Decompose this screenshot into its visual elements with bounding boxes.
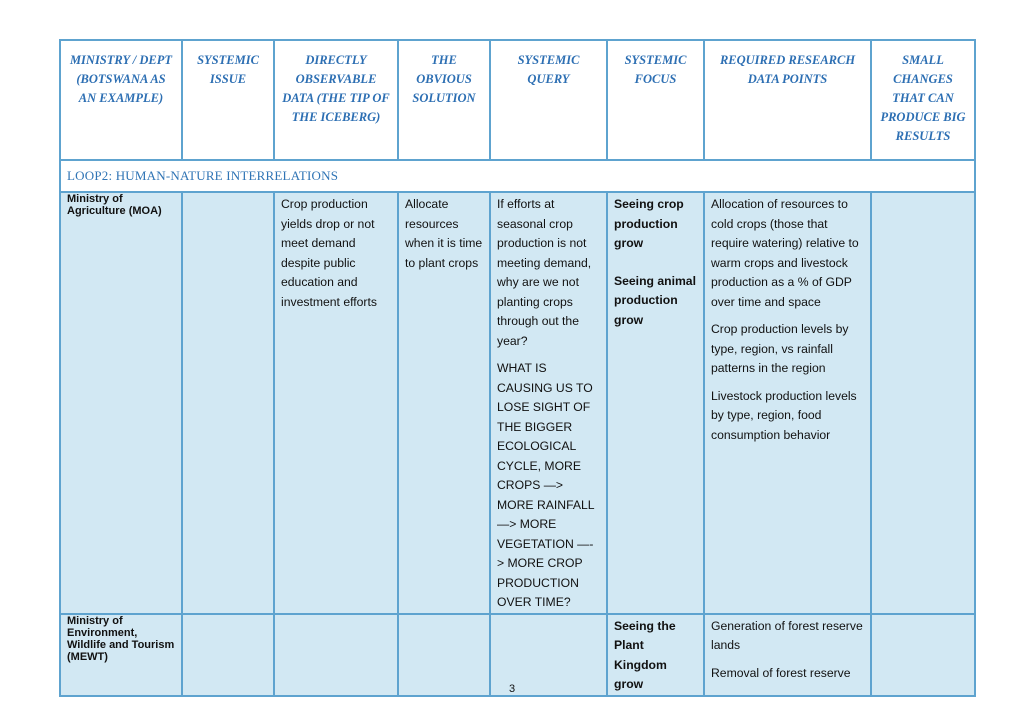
header-research-data: REQUIRED RESEARCH DATA POINTS: [704, 40, 871, 160]
header-small-changes: SMALL CHANGES THAT CAN PRODUCE BIG RESULTS: [871, 40, 975, 160]
page-number: 3: [508, 683, 516, 695]
loop-row: [60, 160, 975, 192]
header-systemic-query: SYSTEMIC QUERY: [490, 40, 607, 160]
research-text: Generation of forest reserve lands: [711, 618, 863, 652]
research-text: Crop production levels by type, region, vs rainfall patterns in the region: [711, 322, 849, 375]
query-question: WHAT IS CAUSING US TO LOSE SIGHT OF THE BIGGER ECOLOGICAL CYCLE, MORE CROPS —> MORE RAINFALL —> MORE VEGETATION —-> MORE CROP PRODUCTION OVER TIME?: [497, 361, 595, 609]
header-systemic-issue: SYSTEMIC ISSUE: [182, 40, 274, 160]
focus-text: Seeing crop production grow: [614, 197, 684, 250]
ministry-cell: Ministry of Environment, Wildlife and Tourism (MEWT): [60, 614, 182, 696]
header-row: [60, 40, 975, 160]
header-systemic-focus: SYSTEMIC FOCUS: [607, 40, 704, 160]
loop-label: LOOP2: HUMAN-NATURE INTERRELATIONS: [60, 160, 975, 192]
header-ministry: MINISTRY / DEPT (BOTSWANA AS AN EXAMPLE): [60, 40, 182, 160]
header-observable-data: DIRECTLY OBSERVABLE DATA (THE TIP OF THE ICEBERG): [274, 40, 398, 160]
observable-cell: Crop production yields drop or not meet demand despite public education and investment efforts: [274, 192, 398, 614]
header-obvious-solution: THE OBVIOUS SOLUTION: [398, 40, 490, 160]
ministry-cell: Ministry of Agriculture (MOA): [60, 192, 182, 614]
research-text: Removal of forest reserve: [711, 665, 851, 680]
focus-cell: [607, 192, 704, 614]
changes-cell: [871, 192, 975, 614]
solution-cell: Allocate resources when it is time to plant crops: [398, 192, 490, 614]
policy-analysis-table: [59, 39, 976, 697]
research-cell: [704, 192, 871, 614]
issue-cell: [182, 192, 274, 614]
focus-text: Seeing animal production grow: [614, 273, 696, 327]
focus-cell: Seeing the Plant Kingdom grow: [607, 614, 704, 696]
research-text: Livestock production levels by type, region, food consumption behavior: [711, 388, 857, 442]
research-text: Allocation of resources to cold crops (those that require watering) relative to warm crops and livestock production as a % of GDP over time and space: [711, 197, 859, 309]
query-cell: [490, 192, 607, 614]
query-text: If efforts at seasonal crop production is not meeting demand, why are we not planting crops through out the year?: [497, 197, 592, 348]
table-row: [60, 192, 975, 614]
